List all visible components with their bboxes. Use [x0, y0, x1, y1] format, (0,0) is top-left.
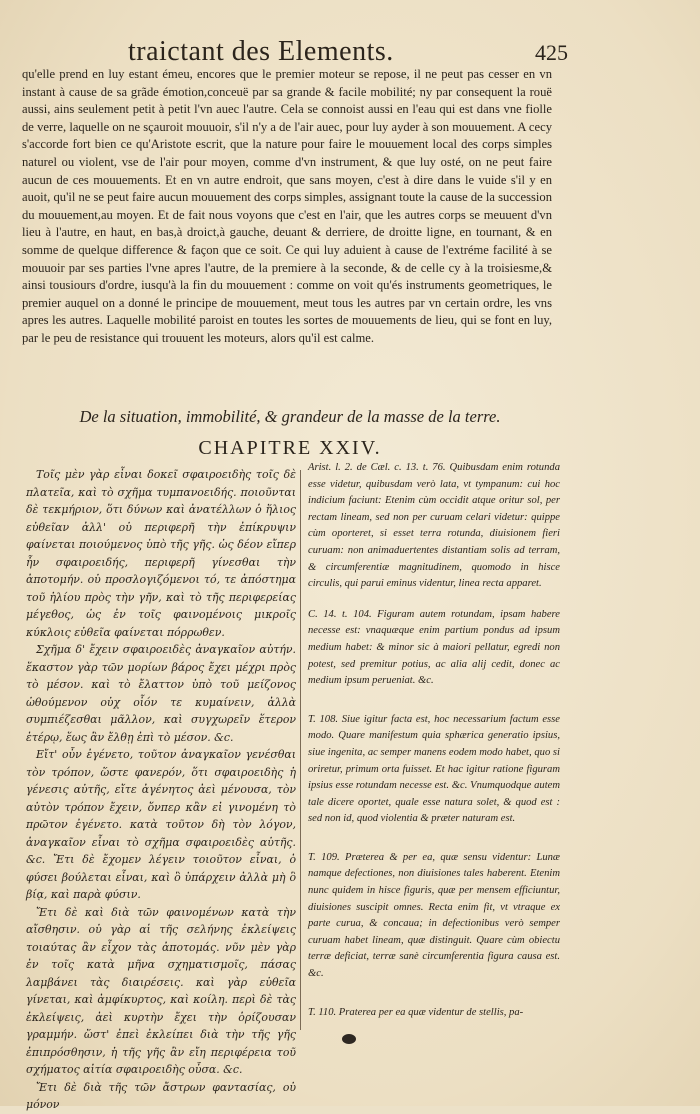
- page-number: 425: [535, 40, 568, 65]
- running-head: traictant des Elements.: [128, 36, 394, 67]
- latin-note: T. 108. Siue igitur facta est, hoc necessarium factum esse modo. Quare manifestum quia sphærica generatio ipsius, siue ingenita, ac semper manens eodem modo habet, quo si oriretur, primum orta fuisset. Et hac igitur ratione figuram ipsius esse rotundam necesse est. &c. Vnumquodque autem tale dicere oportet, quale esse natura solet, & quod est : sed non id, quod violentia & præter naturam est.: [308, 713, 560, 825]
- greek-paragraph: Εἴτ' οὖν ἐγένετο, τοῦτον ἀναγκαῖον γενέσθαι τὸν τρόπον, ὥστε φανερόν, ὅτι σφαιροειδὴς ἡ γένεσις αὐτῆς, εἴτε ἀγένητος ἀεὶ μένουσα, τὸν αὐτὸν τρόπον ἔχειν, ὅνπερ κἂν εἰ γινομένη τὸ πρῶτον ἐγένετο. κατὰ τοῦτον δὴ τὸν λόγον, ἀναγκαῖον εἶναι τὸ σχῆμα σφαιροειδὲς αὐτῆς. &c. Ἔτι δὲ ἔχομεν λέγειν τοιοῦτον εἶναι, ὁ φύσει βούλεται εἶναι, καὶ ὃ ὑπάρχειν ἀλλὰ μὴ ὃ βίᾳ, καὶ παρὰ φύσιν.: [26, 748, 296, 901]
- latin-note: Arist. l. 2. de Cæl. c. 13. t. 76. Quibusdam enim rotunda esse videtur, quibusdam verò lata, vt tympanum: cui hoc indicium faciunt: Etenim cùm occidit atque oritur sol, per rectam lineam, sed non per curuam celari videtur: quippe cùm oporteret, si esset terra rotunda, diuisionem fieri curuam: non animaduertentes distantiam solis ad terram, & circumferentiæ magnitudinem, quomodo in hisce circulis, qui parui eminus videntur, linea recta apparet.: [308, 462, 560, 590]
- latin-column: [308, 460, 560, 1035]
- column-divider: [300, 470, 301, 1030]
- greek-paragraph: Σχῆμα δ' ἔχειν σφαιροειδὲς ἀναγκαῖον αὐτήν. ἕκαστον γὰρ τῶν μορίων βάρος ἔχει μέχρι πρὸς τὸ μέσον. καὶ τὸ ἔλαττον ὑπὸ τοῦ μείζονος ὠθούμενον οὐχ οἷόν τε κυμαίνειν, ἀλλὰ συμπιέζεσθαι μᾶλλον, καὶ συγχωρεῖν ἕτερον ἑτέρῳ, ἕως ἂν ἔλθῃ ἐπὶ τὸ μέσον. &c.: [26, 643, 296, 744]
- latin-note: T. 110. Praterea per ea quæ videntur de stellis, pa-: [308, 1006, 524, 1018]
- greek-paragraph: Τοῖς μὲν γὰρ εἶναι δοκεῖ σφαιροειδὴς τοῖς δὲ πλατεῖα, καὶ τὸ σχῆμα τυμπανοειδής. ποιοῦνται δὲ τεκμήριον, ὅτι δύνων καὶ ἀνατέλλων ὁ ἥλιος εὐθεῖαν ἀλλ' οὐ περιφερῆ τὴν ἐπίκρυψιν φαίνεται ποιούμενος ὑπὸ τῆς γῆς. ὡς δέον εἴπερ ἦν σφαιροειδής, περιφερῆ γίνεσθαι τὴν ἀποτομήν. οὐ προσλογιζόμενοι τό, τε ἀπόστημα τοῦ ἡλίου πρὸς τὴν γῆν, καὶ τὸ τῆς περιφερείας μέγεθος, ὡς ἐν τοῖς φαινομένοις μικροῖς κύκλοις εὐθεῖα φαίνεται πόρρωθεν.: [26, 468, 296, 639]
- chapter-heading: CHAPITRE XXIV.: [198, 437, 382, 459]
- body-text: [22, 66, 552, 348]
- ink-blot-ornament: [342, 1034, 356, 1044]
- latin-note: C. 14. t. 104. Figuram autem rotundam, ipsam habere necesse est: vnaquæque enim partium pondus ad ipsum medium habet: & minor sic à maiori pellatur, egredi non potest, sed premitur potius, ac alia alij cedit, donec ac medium ipsum perueniat. &c.: [308, 608, 560, 687]
- greek-paragraph: Ἔτι δὲ διὰ τῆς τῶν ἄστρων φαντασίας, οὐ μόνον: [26, 1080, 296, 1111]
- body-paragraph: qu'elle prend en luy estant émeu, encores que le premier moteur se repose, il ne peut pas cesser en vn instant à cause de sa grãde émotion,conceuë par sa grande & facile mobilité; ny par consequent la rouë aussi, ains seulement petit à petit l'vn auec l'autre. Cela se connoist aussi en l'eau qui est dans vne fiolle de verre, laquelle on ne sçauroit mouuoir, s'il n'y a de l'air auec, pour luy ayder à son mouuement. A cecy s'accorde fort bien ce qu'Aristote escrit, que la nature pour faire le mouuement local des corps simples naturel ou violent, vse de l'air pour moyen, comme d'vn instrument, & que luy osté, on ne peut faire aucun de ces mouuements. Et en vn autre endroit, que sans moyen, c'est à dire dans le vuide s'il y en auoit, qu'il ne se peut faire aucun mouuement des corps simples, assignant toute la cause de la succession du mouuement,au moyen. Et de fait nous voyons que c'est en l'air, que les autres corps se meuuent d'vn lieu à l'autre, en haut, en bas,à droict,à gauche, deuant & derriere, de droitte ligne, en tournant, & en somme de quelque difference & façon que ce soit. Ce qui luy aduient à cause de l'extréme facilité à se mouuoir par ses parties l'vne apres l'autre, de la premiere à la seconde, & de celle cy à la troisiesme,& ainsi tousiours d'ordre, iusqu'à la fin du mouuement : comme on voit qu'és instruments geometriques, le premier auquel on a donné le principe de mouuement, meut tous les autres par vn certain ordre, les vns apres les autres. Laquelle mobilité paroist en toutes les sortes de mouuements de lieu, qui se font en luy, par le peu de resistance qui trouuent les moteurs, alors qu'il est calme.: [22, 67, 553, 345]
- greek-column: [26, 466, 296, 1114]
- latin-note: T. 109. Præterea & per ea, quæ sensu videntur: Lunæ namque defectiones, non diuisiones tales haberent. Etenim nunc quidem in hisce figuris, quæ per mensem efficiuntur, diuisiones suscipit omnes. Recta enim fit, vt vtraque ex parte curua, & concaua; in defectionibus verò semper curuam habet lineam, quæ distinguit. Quare cùm obiectu terræ deficiat, terræ sanè circumferentia figura causa est. &c.: [308, 851, 560, 980]
- section-title: De la situation, immobilité, & grandeur de la masse de la terre.: [79, 407, 501, 426]
- greek-paragraph: Ἔτι δὲ καὶ διὰ τῶν φαινομένων κατὰ τὴν αἴσθησιν. οὐ γὰρ αἱ τῆς σελήνης ἐκλείψεις τοιαύτας ἂν εἶχον τὰς ἀποτομάς. νῦν μὲν γὰρ ἐν τοῖς κατὰ μῆνα σχηματισμοῖς, πάσας λαμβάνει τὰς διαιρέσεις. καὶ γὰρ εὐθεῖα γίνεται, καὶ ἀμφίκυρτος, καὶ κοίλη. περὶ δὲ τὰς ἐκλείψεις, ἀεὶ κυρτὴν ἔχει τὴν ὁρίζουσαν γραμμήν. ὥστ' ἐπεὶ ἐκλείπει διὰ τὴν τῆς γῆς ἐπιπρόσθησιν, ἡ τῆς γῆς ἂν εἴη περιφέρεια τοῦ σχήματος αἰτία σφαιροειδὴς οὖσα. &c.: [26, 905, 296, 1076]
